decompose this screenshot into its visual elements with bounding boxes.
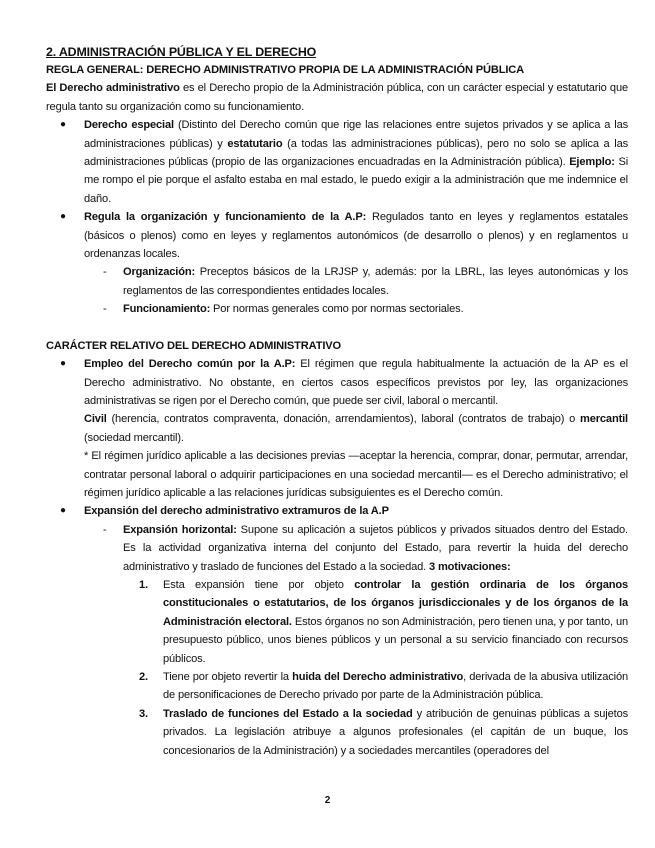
number-marker: 1. xyxy=(139,578,148,591)
mercantil-text: (sociedad mercantil). xyxy=(84,431,184,444)
intro-paragraph xyxy=(46,79,628,116)
page-number: 2 xyxy=(324,795,331,806)
civil-paragraph xyxy=(46,410,628,447)
dash-icon: - xyxy=(103,303,107,316)
dash-expansion-horizontal xyxy=(46,521,628,576)
section-title: 2. ADMINISTRACIÓN PÚBLICA Y EL DERECHO xyxy=(46,45,317,59)
numbered-item-3 xyxy=(46,705,628,760)
rule-heading: REGLA GENERAL: DERECHO ADMINISTRATIVO PROPIA DE LA ADMINISTRACIÓN PÚBLICA xyxy=(46,64,524,76)
b1-text2: (a todas las administraciones públicas), pero no solo se aplica a las administraciones públicas (propio de las organizaciones encuadradas en la Administración pública). xyxy=(84,137,628,169)
numbered-item-2 xyxy=(46,668,628,705)
n2-text2: , derivada de la abusiva utilización de personificaciones de Derecho privado por parte de la Administración pública. xyxy=(163,671,628,702)
number-marker: 3. xyxy=(139,707,148,720)
dash-funcionamiento xyxy=(46,300,628,318)
bullet-dot-icon: ● xyxy=(60,211,66,223)
b1-bold3: Ejemplo: xyxy=(569,156,615,169)
n1-bold: controlar la gestión ordinaria de los órganos constitucionales o estatutarios, de los órganos jurisdiccionales y de los órganos de la Administración electoral. xyxy=(163,578,628,628)
bullet-dot-icon: ● xyxy=(60,119,66,131)
d3-bold: Expansión horizontal: xyxy=(123,523,237,536)
document-page xyxy=(46,44,628,760)
mercantil-bold: mercantil xyxy=(580,413,628,426)
spacer xyxy=(46,319,628,337)
b3-bold: Empleo del Derecho común por la A.P: xyxy=(84,358,296,371)
dash-icon: - xyxy=(103,523,107,536)
bullet-regula-organizacion xyxy=(46,208,628,263)
number-marker: 2. xyxy=(139,671,148,683)
d3-bold2: 3 motivaciones: xyxy=(429,560,511,573)
note-paragraph: * El régimen jurídico aplicable a las decisiones previas —aceptar la herencia, comprar, donar, permutar, arrendar, contratar personal laboral o adquirir participaciones en una sociedad mercantil— es el Derecho administrativo; el régimen jurídico aplicable a las relaciones jurídicas subsiguientes es el Derecho común. xyxy=(84,450,628,499)
n3-bold: Traslado de funciones del Estado a la sociedad xyxy=(163,707,413,720)
n1-text1: Esta expansión tiene por objeto xyxy=(163,578,355,591)
dash-icon: - xyxy=(103,266,107,279)
d2-bold: Funcionamiento: xyxy=(123,303,211,316)
bullet-expansion xyxy=(46,502,628,520)
b1-bold2: estatutario xyxy=(227,137,283,150)
numbered-item-1 xyxy=(46,576,628,668)
d1-text: Preceptos básicos de la LRJSP y, además: por la LBRL, las leyes autonómicas y los reglamentos de las correspondientes entidades locales. xyxy=(123,266,628,297)
d2-text: Por normas generales como por normas sectoriales. xyxy=(210,303,464,316)
dash-organizacion xyxy=(46,263,628,300)
b2-bold: Regula la organización y funcionamiento de la A.P: xyxy=(84,211,367,224)
n2-bold: huida del Derecho administrativo xyxy=(292,671,464,683)
d1-bold: Organización: xyxy=(123,266,196,279)
d3-text: Supone su aplicación a sujetos públicos y privados situados dentro del Estado. Es la actividad organizativa interna del conjunto del Estado, para revertir la huida del derecho administrativo y traslado de funciones del Estado a la sociedad. xyxy=(123,523,628,573)
civil-text: (herencia, contratos compraventa, donación, arrendamientos), laboral (contratos de trabajo) o xyxy=(106,413,581,426)
intro-text: es el Derecho propio de la Administración pública, con un carácter especial y estatutario que regula tanto su organización como su funcionamiento. xyxy=(46,82,628,113)
n3-text: y atribución de genuinas públicas a sujetos privados. La legislación atribuye a algunos profesionales (el capitán de un buque, los concesionarios de la Administración) y a sociedades mercantiles (operadores del xyxy=(163,707,628,757)
n2-text1: Tiene por objeto revertir la xyxy=(163,671,293,683)
n1-text2: Estos órganos no son Administración, pero tienen una, y por tanto, un presupuesto público, unos bienes públicos y un personal a su servicio financiado con recursos públicos. xyxy=(163,615,628,665)
b4-bold: Expansión del derecho administrativo extramuros de la A.P xyxy=(84,505,389,518)
b1-text3: Si me rompo el pie porque el asfalto estaba en mal estado, le puedo exigir a la administración que me indemnice el daño. xyxy=(84,156,629,205)
civil-bold: Civil xyxy=(84,413,107,426)
b3-text: El régimen que regula habitualmente la actuación de la AP es el Derecho administrativo. No obstante, en ciertos casos específicos previstos por ley, las organizaciones administrativas se rigen por el Derecho común, que puede ser civil, laboral o mercantil. xyxy=(84,358,628,407)
relative-heading: CARÁCTER RELATIVO DEL DERECHO ADMINISTRATIVO xyxy=(46,339,341,352)
bullet-derecho-especial xyxy=(46,116,628,208)
b2-text: Regulados tanto en leyes y reglamentos estatales (básicos o plenos) como en leyes y reglamentos autonómicos (de desarrollo o plenos) y en reglamentos u ordenanzas locales. xyxy=(84,211,628,261)
bullet-derecho-comun xyxy=(46,355,628,410)
intro-bold: El Derecho administrativo xyxy=(46,82,180,95)
b1-bold1: Derecho especial xyxy=(84,119,174,132)
bullet-dot-icon: ● xyxy=(60,358,66,370)
bullet-dot-icon: ● xyxy=(60,505,66,517)
b1-text1: (Distinto del Derecho común que rige las relaciones entre sujetos privados y se aplica a las administraciones públicas) y xyxy=(84,119,628,150)
